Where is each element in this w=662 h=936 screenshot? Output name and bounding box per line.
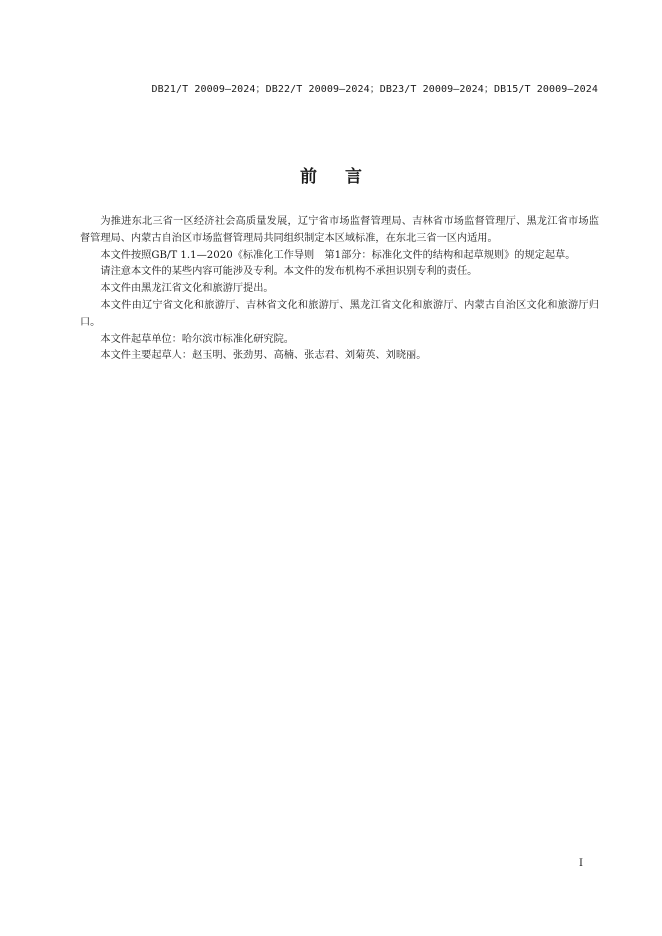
paragraph-patent-notice: 请注意本文件的某些内容可能涉及专利。本文件的发布机构不承担识别专利的责任。: [100, 266, 478, 278]
paragraph-purpose: 为推进东北三省一区经济社会高质量发展，辽宁省市场监督管理局、吉林省市场监督管理厅、黑龙江省市场监督管理局、内蒙古自治区市场监督管理局共同组织制定本区域标准，在东北三省一区内适用。: [80, 216, 599, 244]
paragraph-centralized-unit: 本文件由辽宁省文化和旅游厅、吉林省文化和旅游厅、黑龙江省文化和旅游厅、内蒙古自治区文化和旅游厅归口。: [80, 299, 599, 328]
paragraph-proposer: 本文件由黑龙江省文化和旅游厅提出。: [100, 283, 274, 295]
page-title: 前言: [300, 167, 390, 187]
paragraph-drafting-unit: 本文件起草单位：哈尔滨市标准化研究院。: [100, 333, 294, 345]
paragraph-drafters: 本文件主要起草人：赵玉明、张劲男、高楠、张志君、刘菊英、刘晓丽。: [100, 350, 427, 362]
preface-body: [80, 214, 599, 365]
page-number: I: [579, 858, 583, 869]
paragraph-drafting-rules: 本文件按照GB/T 1.1—2020《标准化工作导则 第1部分：标准化文件的结构和起草规则》的规定起草。: [100, 249, 576, 261]
standard-code-header: DB21/T 20009—2024；DB22/T 20009—2024；DB23/T 20009—2024；DB15/T 20009—2024: [151, 84, 598, 95]
